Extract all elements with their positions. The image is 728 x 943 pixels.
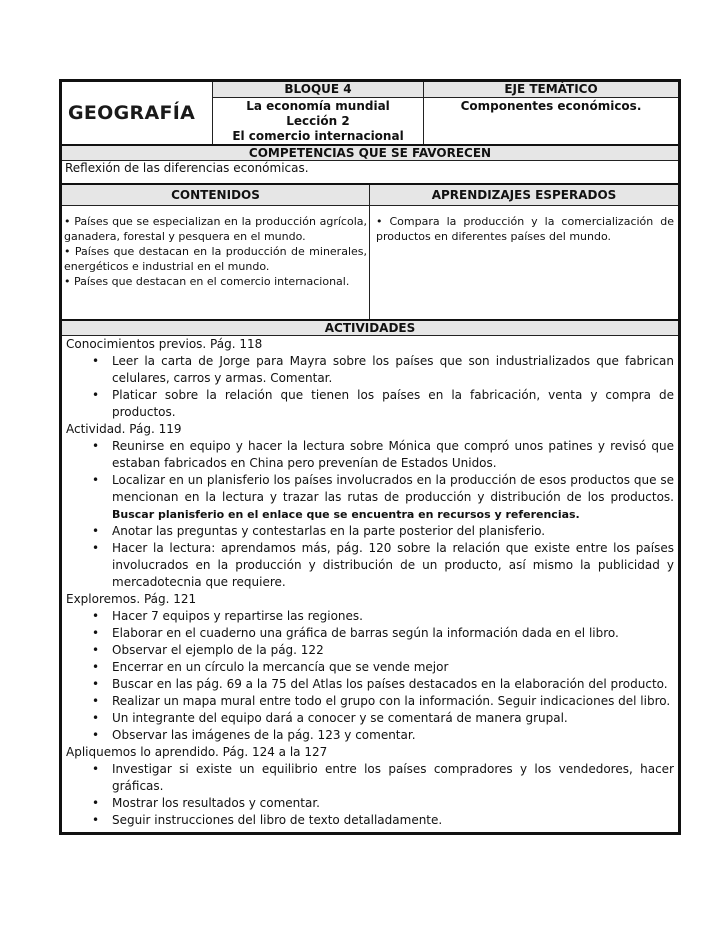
list-item: • Reunirse en equipo y hacer la lectura sobre Mónica que compró unos patines y revisó que estaban fabricados en China pero prevenían de Estados Unidos. <box>92 439 674 470</box>
subject-title: GEOGRAFÍA <box>61 81 213 146</box>
bullet-icon: • <box>92 677 100 691</box>
list-item: • Encerrar en un círculo la mercancía que se vende mejor <box>92 660 449 674</box>
activity-list <box>66 608 674 744</box>
list-item: • Observar el ejemplo de la pág. 122 <box>92 643 324 657</box>
list-item: • Investigar si existe un equilibrio entre los países compradores y los vendedores, hacer gráficas. <box>92 762 674 793</box>
bullet-icon: • <box>92 728 100 742</box>
section-title: Conocimientos previos. Pág. 118 <box>66 337 263 351</box>
contenido-item: • Países que destacan en el comercio internacional. <box>64 275 350 288</box>
lesson-info <box>213 114 424 145</box>
bullet-icon: • <box>92 354 100 368</box>
bullet-icon: • <box>92 711 100 725</box>
activity-section <box>66 591 674 744</box>
lesson-number: Lección 2 <box>286 114 350 128</box>
contenido-item: • Países que se especializan en la producción agrícola, ganadera, forestal y pesquera en el mundo. <box>64 215 367 243</box>
axis-value: Componentes económicos. <box>424 98 680 146</box>
actividades-body <box>61 336 680 834</box>
aprendizajes-text: • Compara la producción y la comercialización de productos en diferentes países del mundo. <box>370 206 680 321</box>
activity-section <box>66 744 674 829</box>
aprendizajes-label: APRENDIZAJES ESPERADOS <box>370 184 680 206</box>
list-item: • Anotar las preguntas y contestarlas en la parte posterior del planisferio. <box>92 524 546 538</box>
section-title: Actividad. Pág. 119 <box>66 422 182 436</box>
bullet-icon: • <box>92 694 100 708</box>
competencias-label: COMPETENCIAS QUE SE FAVORECEN <box>61 145 680 161</box>
actividades-label: ACTIVIDADES <box>61 320 680 336</box>
list-item: • Un integrante del equipo dará a conocer y se comentará de manera grupal. <box>92 711 568 725</box>
bullet-icon: • <box>92 643 100 657</box>
activity-section <box>66 336 674 421</box>
bullet-icon: • <box>92 762 100 776</box>
contenido-item: • Países que destacan en la producción de minerales, energéticos e industrial en el mundo. <box>64 245 367 273</box>
list-item: • Mostrar los resultados y comentar. <box>92 796 320 810</box>
block-label: BLOQUE 4 <box>213 81 424 98</box>
bullet-icon: • <box>92 796 100 810</box>
axis-label: EJE TEMÁTICO <box>424 81 680 98</box>
bullet-icon: • <box>92 609 100 623</box>
list-item: • Leer la carta de Jorge para Mayra sobre los países que son industrializados que fabrican celulares, carros y armas. Comentar. <box>92 354 674 385</box>
bullet-icon: • <box>92 439 100 453</box>
contenidos-list <box>61 206 370 321</box>
activity-list <box>66 353 674 421</box>
list-item: • Elaborar en el cuaderno una gráfica de barras según la información dada en el libro. <box>92 626 619 640</box>
list-item: • Hacer la lectura: aprendamos más, pág. 120 sobre la relación que existe entre los países involucrados en la producción y distribución de un producto, así mismo la publicidad y mercadotecnia que requiere. <box>92 541 674 589</box>
list-item: • Realizar un mapa mural entre todo el grupo con la información. Seguir indicaciones del libro. <box>92 694 671 708</box>
competencias-text: Reflexión de las diferencias económicas. <box>61 161 680 185</box>
list-item: • Seguir instrucciones del libro de texto detalladamente. <box>92 813 443 827</box>
bullet-icon: • <box>92 524 100 538</box>
activity-section <box>66 421 674 591</box>
activity-list <box>66 438 674 591</box>
lesson-plan-table <box>59 79 681 835</box>
contenidos-label: CONTENIDOS <box>61 184 370 206</box>
list-item: • Buscar en las pág. 69 a la 75 del Atlas los países destacados en la elaboración del producto. <box>92 677 668 691</box>
list-item: • Localizar en un planisferio los países involucrados en la producción de esos productos que se mencionan en la lectura y trazar las rutas de producción y distribución de los productos. Buscar planisferio en el enlace que se encuentra en recursos y referencias. <box>92 473 674 521</box>
bullet-icon: • <box>92 473 100 487</box>
list-item: • Platicar sobre la relación que tienen los países en la fabricación, venta y compra de productos. <box>92 388 674 419</box>
bullet-icon: • <box>92 626 100 640</box>
list-item: • Observar las imágenes de la pág. 123 y comentar. <box>92 728 416 742</box>
bullet-icon: • <box>92 541 100 555</box>
planning-document <box>59 79 678 835</box>
section-title: Apliquemos lo aprendido. Pág. 124 a la 127 <box>66 745 328 759</box>
bullet-icon: • <box>92 813 100 827</box>
activity-list <box>66 761 674 829</box>
list-item: • Hacer 7 equipos y repartirse las regiones. <box>92 609 363 623</box>
section-title: Exploremos. Pág. 121 <box>66 592 197 606</box>
planisferio-note: Buscar planisferio en el enlace que se encuentra en recursos y referencias. <box>112 508 580 521</box>
lesson-topic: El comercio internacional <box>232 129 404 143</box>
bullet-icon: • <box>92 660 100 674</box>
lesson-title: La economía mundial <box>213 98 424 115</box>
bullet-icon: • <box>92 388 100 402</box>
